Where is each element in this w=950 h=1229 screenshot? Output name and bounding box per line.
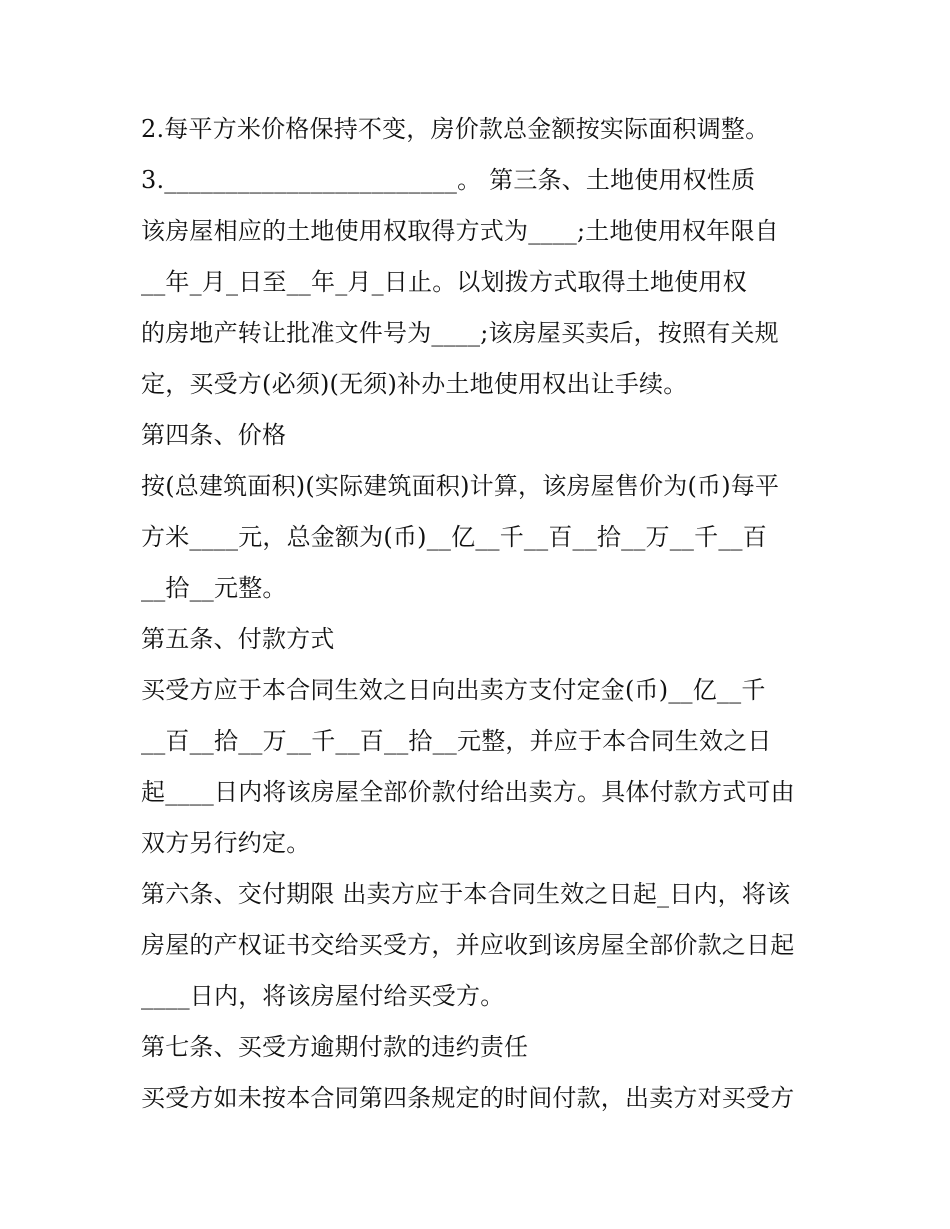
text-line: 房屋的产权证书交给买受方，并应收到该房屋全部价款之日起 [141, 931, 795, 959]
article-5-heading: 第五条、付款方式 [141, 625, 335, 653]
text-line-item-3-and-article-3-title: 3.________________________。 第三条、土地使用权性质 [141, 166, 756, 194]
article-7-heading: 第七条、买受方逾期付款的违约责任 [141, 1033, 529, 1061]
text-line: 该房屋相应的土地使用权取得方式为____;土地使用权年限自 [141, 217, 779, 245]
text-line: __年_月_日至__年_月_日止。以划拨方式取得土地使用权 [141, 268, 747, 296]
text-line: 起____日内将该房屋全部价款付给出卖方。具体付款方式可由 [141, 778, 795, 806]
contract-text-block [141, 104, 821, 1124]
text-line: ____日内，将该房屋付给买受方。 [141, 982, 505, 1010]
text-line: 定，买受方(必须)(无须)补办土地使用权出让手续。 [141, 370, 688, 398]
text-line: 方米____元，总金额为(币)__亿__千__百__拾__万__千__百 [141, 523, 767, 551]
text-line: 买受方如未按本合同第四条规定的时间付款，出卖方对买受方 [141, 1084, 795, 1112]
text-line: 买受方应于本合同生效之日向出卖方支付定金(币)__亿__千 [141, 676, 766, 704]
text-line-price-adjust: 2.每平方米价格保持不变，房价款总金额按实际面积调整。 [141, 115, 770, 143]
text-line: 的房地产转让批准文件号为____;该房屋买卖后，按照有关规 [141, 319, 779, 347]
article-4-heading: 第四条、价格 [141, 421, 287, 449]
text-line: __拾__元整。 [141, 574, 287, 602]
article-6-line: 第六条、交付期限 出卖方应于本合同生效之日起_日内，将该 [141, 880, 791, 908]
text-line: __百__拾__万__千__百__拾__元整，并应于本合同生效之日 [141, 727, 772, 755]
text-line: 按(总建筑面积)(实际建筑面积)计算，该房屋售价为(币)每平 [141, 472, 780, 500]
text-line: 双方另行约定。 [141, 829, 311, 857]
